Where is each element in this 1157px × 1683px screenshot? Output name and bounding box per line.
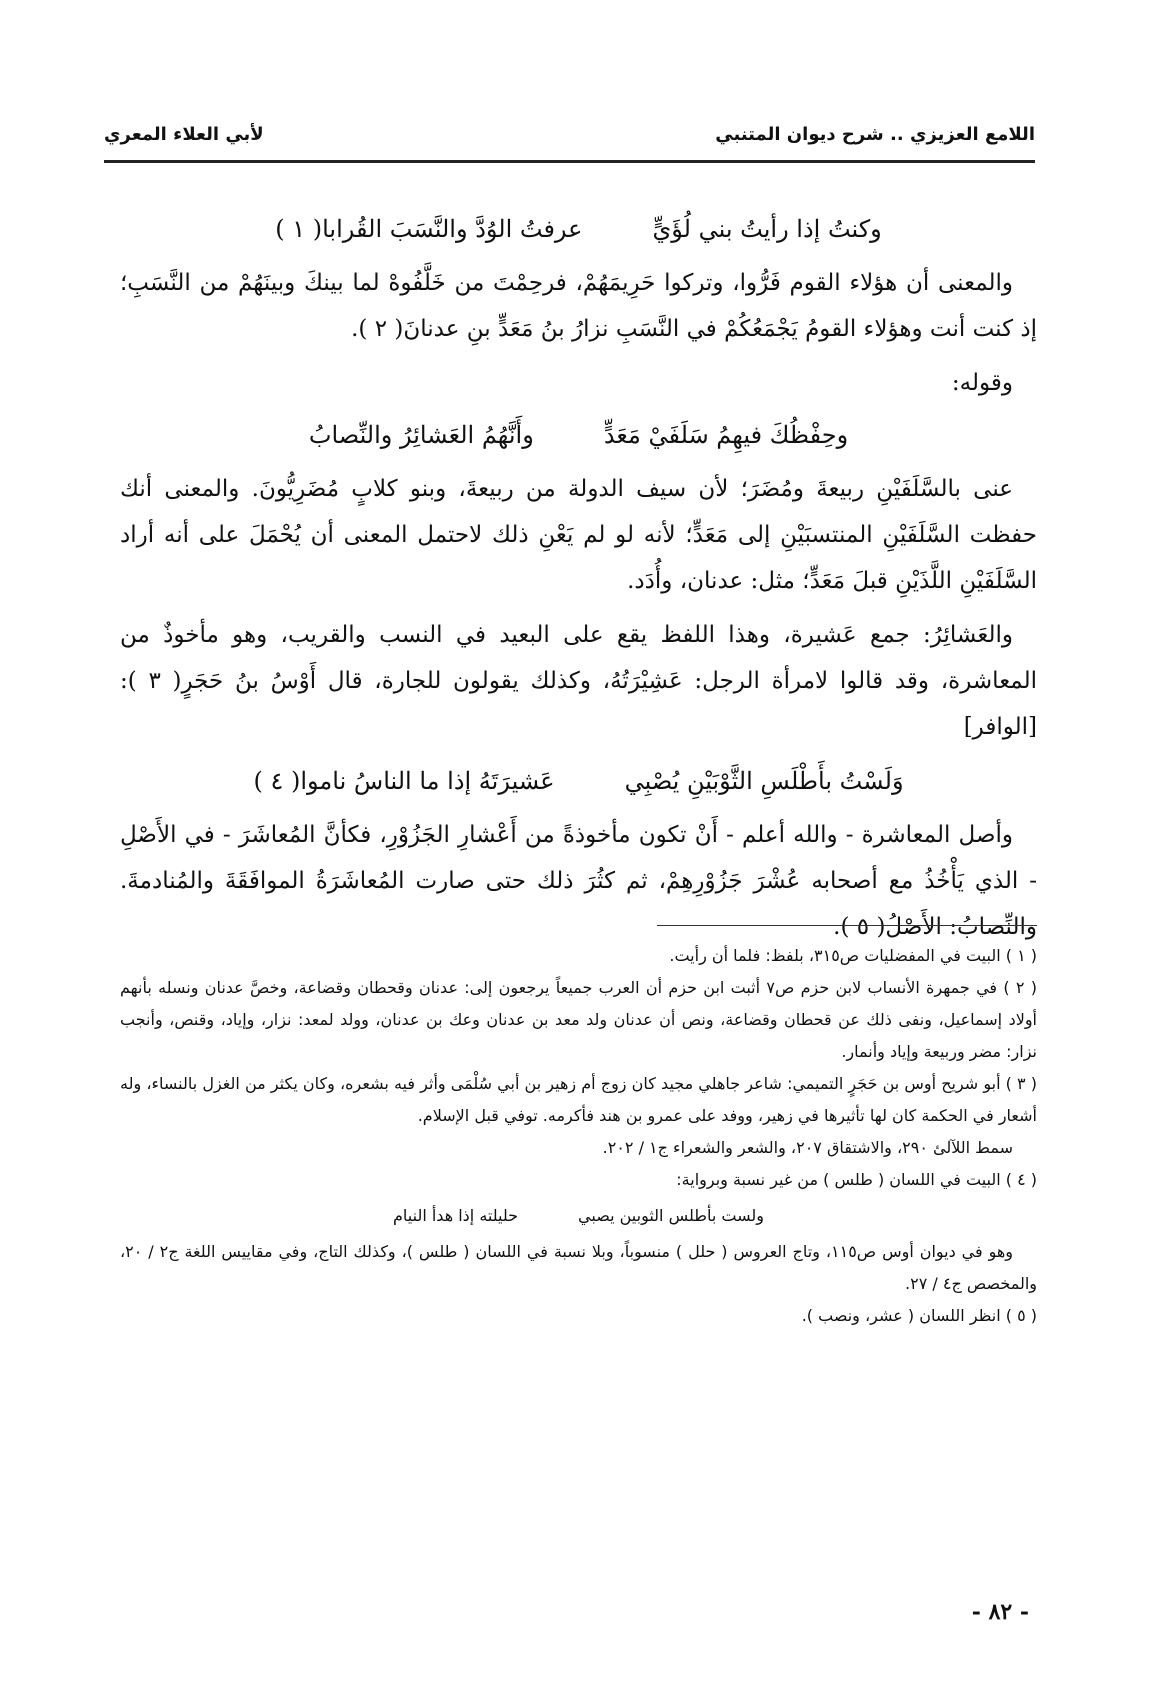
- footnote-1: ( ١ ) البيت في المفضليات ص٣١٥، بلفظ: فلما أن رأيت.: [669, 946, 1037, 965]
- book-title: اللامع العزيزي .. شرح ديوان المتنبي: [715, 124, 1035, 145]
- commentary-paragraph: والعَشائِرُ: جمع عَشيرة، وهذا اللفظ يقع على البعيد في النسب والقريب، وهو مأخوذٌ من المعاشرة، وقد قالوا لامرأة الرجل: عَشِيْرَتُهُ، وكذلك يقولون للجارة، قال أَوْسُ بنُ حَجَرٍ( ٣ ): [الوافر]: [120, 622, 1037, 740]
- running-header: [104, 120, 1035, 160]
- footnotes-section: [120, 940, 1037, 1332]
- verse-first-hemistich: ولست بأطلس الثوبين يصبي: [578, 1206, 764, 1225]
- poem-verse: [120, 412, 1037, 458]
- quote-intro: وقوله:: [951, 370, 1013, 396]
- commentary-paragraph: عنى بالسَّلَفَيْنِ ربيعةَ ومُضَرَ؛ لأن سيف الدولة من ربيعةَ، وبنو كلابٍ مُضَرِيُّونَ. والمعنى أنك حفظت السَّلَفَيْنِ المنتسبَيْنِ إلى مَعَدٍّ؛ لأنه لو لم يَعْنِ ذلك لاحتمل المعنى أن يُحْمَلَ على أنه أراد السَّلَفَيْنِ اللَّذَيْنِ قبلَ مَعَدٍّ؛ مثل: عدنان، وأُدَد.: [120, 476, 1037, 594]
- verse-first-hemistich: وكنتُ إذا رأيتُ بني لُؤَيٍّ: [652, 215, 882, 243]
- verse-second-hemistich: حليلته إذا هدأ النيام: [393, 1206, 519, 1225]
- main-text: [120, 200, 1037, 958]
- footnote-4: ( ٤ ) البيت في اللسان ( طلس ) من غير نسبة وبرواية:: [676, 1170, 1037, 1189]
- verse-second-hemistich: عَشيرَتَهُ إذا ما الناسُ ناموا( ٤ ): [253, 767, 555, 795]
- footnote-3-sources: سمط اللآلئ ٢٩٠، والاشتقاق ٢٠٧، والشعر والشعراء ج١ / ٢٠٢.: [602, 1138, 1013, 1157]
- commentary-paragraph: وأصل المعاشرة - والله أعلم - أَنْ تكون مأخوذةً من أَعْشارِ الجَزُوْرِ، فكأنَّ المُعاشَرَ - في الأَصْلِ - الذي يَأْخُذُ مع أصحابه عُشْرَ جَزُوْرِهِمْ، ثم كثُرَ ذلك حتى صارت المُعاشَرَةُ الموافَقَةَ والمُنادمةَ. والنِّصابُ: الأَصْلُ( ٥ ).: [120, 822, 1037, 940]
- page-number: - ٨٢ -: [971, 1599, 1029, 1625]
- commentary-paragraph: والمعنى أن هؤلاء القوم فَرُّوا، وتركوا حَرِيمَهُمْ، فرحِمْتَ من خَلَّفُوهْ لما بينكَ وبينَهُمْ من النَّسَبِ؛ إذ كنت أنت وهؤلاء القومُ يَجْمَعُكُمْ في النَّسَبِ نزارُ بنُ مَعَدٍّ بنِ عدنانَ( ٢ ).: [120, 270, 1037, 342]
- author-name: لأبي العلاء المعري: [104, 124, 264, 145]
- header-divider: [104, 160, 1035, 163]
- poem-verse: [120, 758, 1037, 804]
- footnote-3: ( ٣ ) أبو شريح أوس بن حَجَرٍ التميمي: شاعر جاهلي مجيد كان زوج أم زهير بن أبي سُلْمَى وأثر فيه بشعره، وكان يكثر من الغزل بالنساء، وله أشعار في الحكمة كان لها تأثيرها في زهير، ووفد على عمرو بن هند فأكرمه. توفي قبل الإسلام.: [120, 1074, 1038, 1125]
- footnote-verse: [120, 1200, 1037, 1232]
- verse-first-hemistich: وحِفْظُكَ فيهِمُ سَلَفَيْ مَعَدٍّ: [603, 421, 849, 449]
- footnote-4-continued: وهو في ديوان أوس ص١١٥، وتاج العروس ( حلل ) منسوباً، وبلا نسبة في اللسان ( طلس )، وكذلك التاج، وفي مقاييس اللغة ج٢ / ٢٠، والمخصص ج٤ / ٢٧.: [120, 1242, 1037, 1293]
- footnote-5: ( ٥ ) انظر اللسان ( عشر، ونصب ).: [801, 1306, 1037, 1325]
- verse-second-hemistich: عرفتُ الوُدَّ والنَّسَبَ القُرابا( ١ ): [275, 215, 583, 243]
- footnote-divider: [657, 925, 1037, 926]
- footnote-2: ( ٢ ) في جمهرة الأنساب لابن حزم ص٧ أثبت ابن حزم أن العرب جميعاً يرجعون إلى: عدنان وقحطان وقضاعة، وخصَّ عدنان ونسله بأنهم أولاد إسماعيل، ونفى ذلك عن قحطان وقضاعة، ونص أن عدنان ولد معد بن عدنان وعك بن عدنان، وولد لمعد: نزار، وإياد، وقنص، وأنجب نزار: مضر وربيعة وإياد وأنمار.: [120, 978, 1038, 1061]
- verse-first-hemistich: وَلَسْتُ بأَطْلَسِ الثَّوْبَيْنِ يُصْبِي: [624, 767, 904, 795]
- poem-verse: [120, 206, 1037, 252]
- verse-second-hemistich: وأَنَّهُمُ العَشائِرُ والنِّصابُ: [308, 421, 534, 449]
